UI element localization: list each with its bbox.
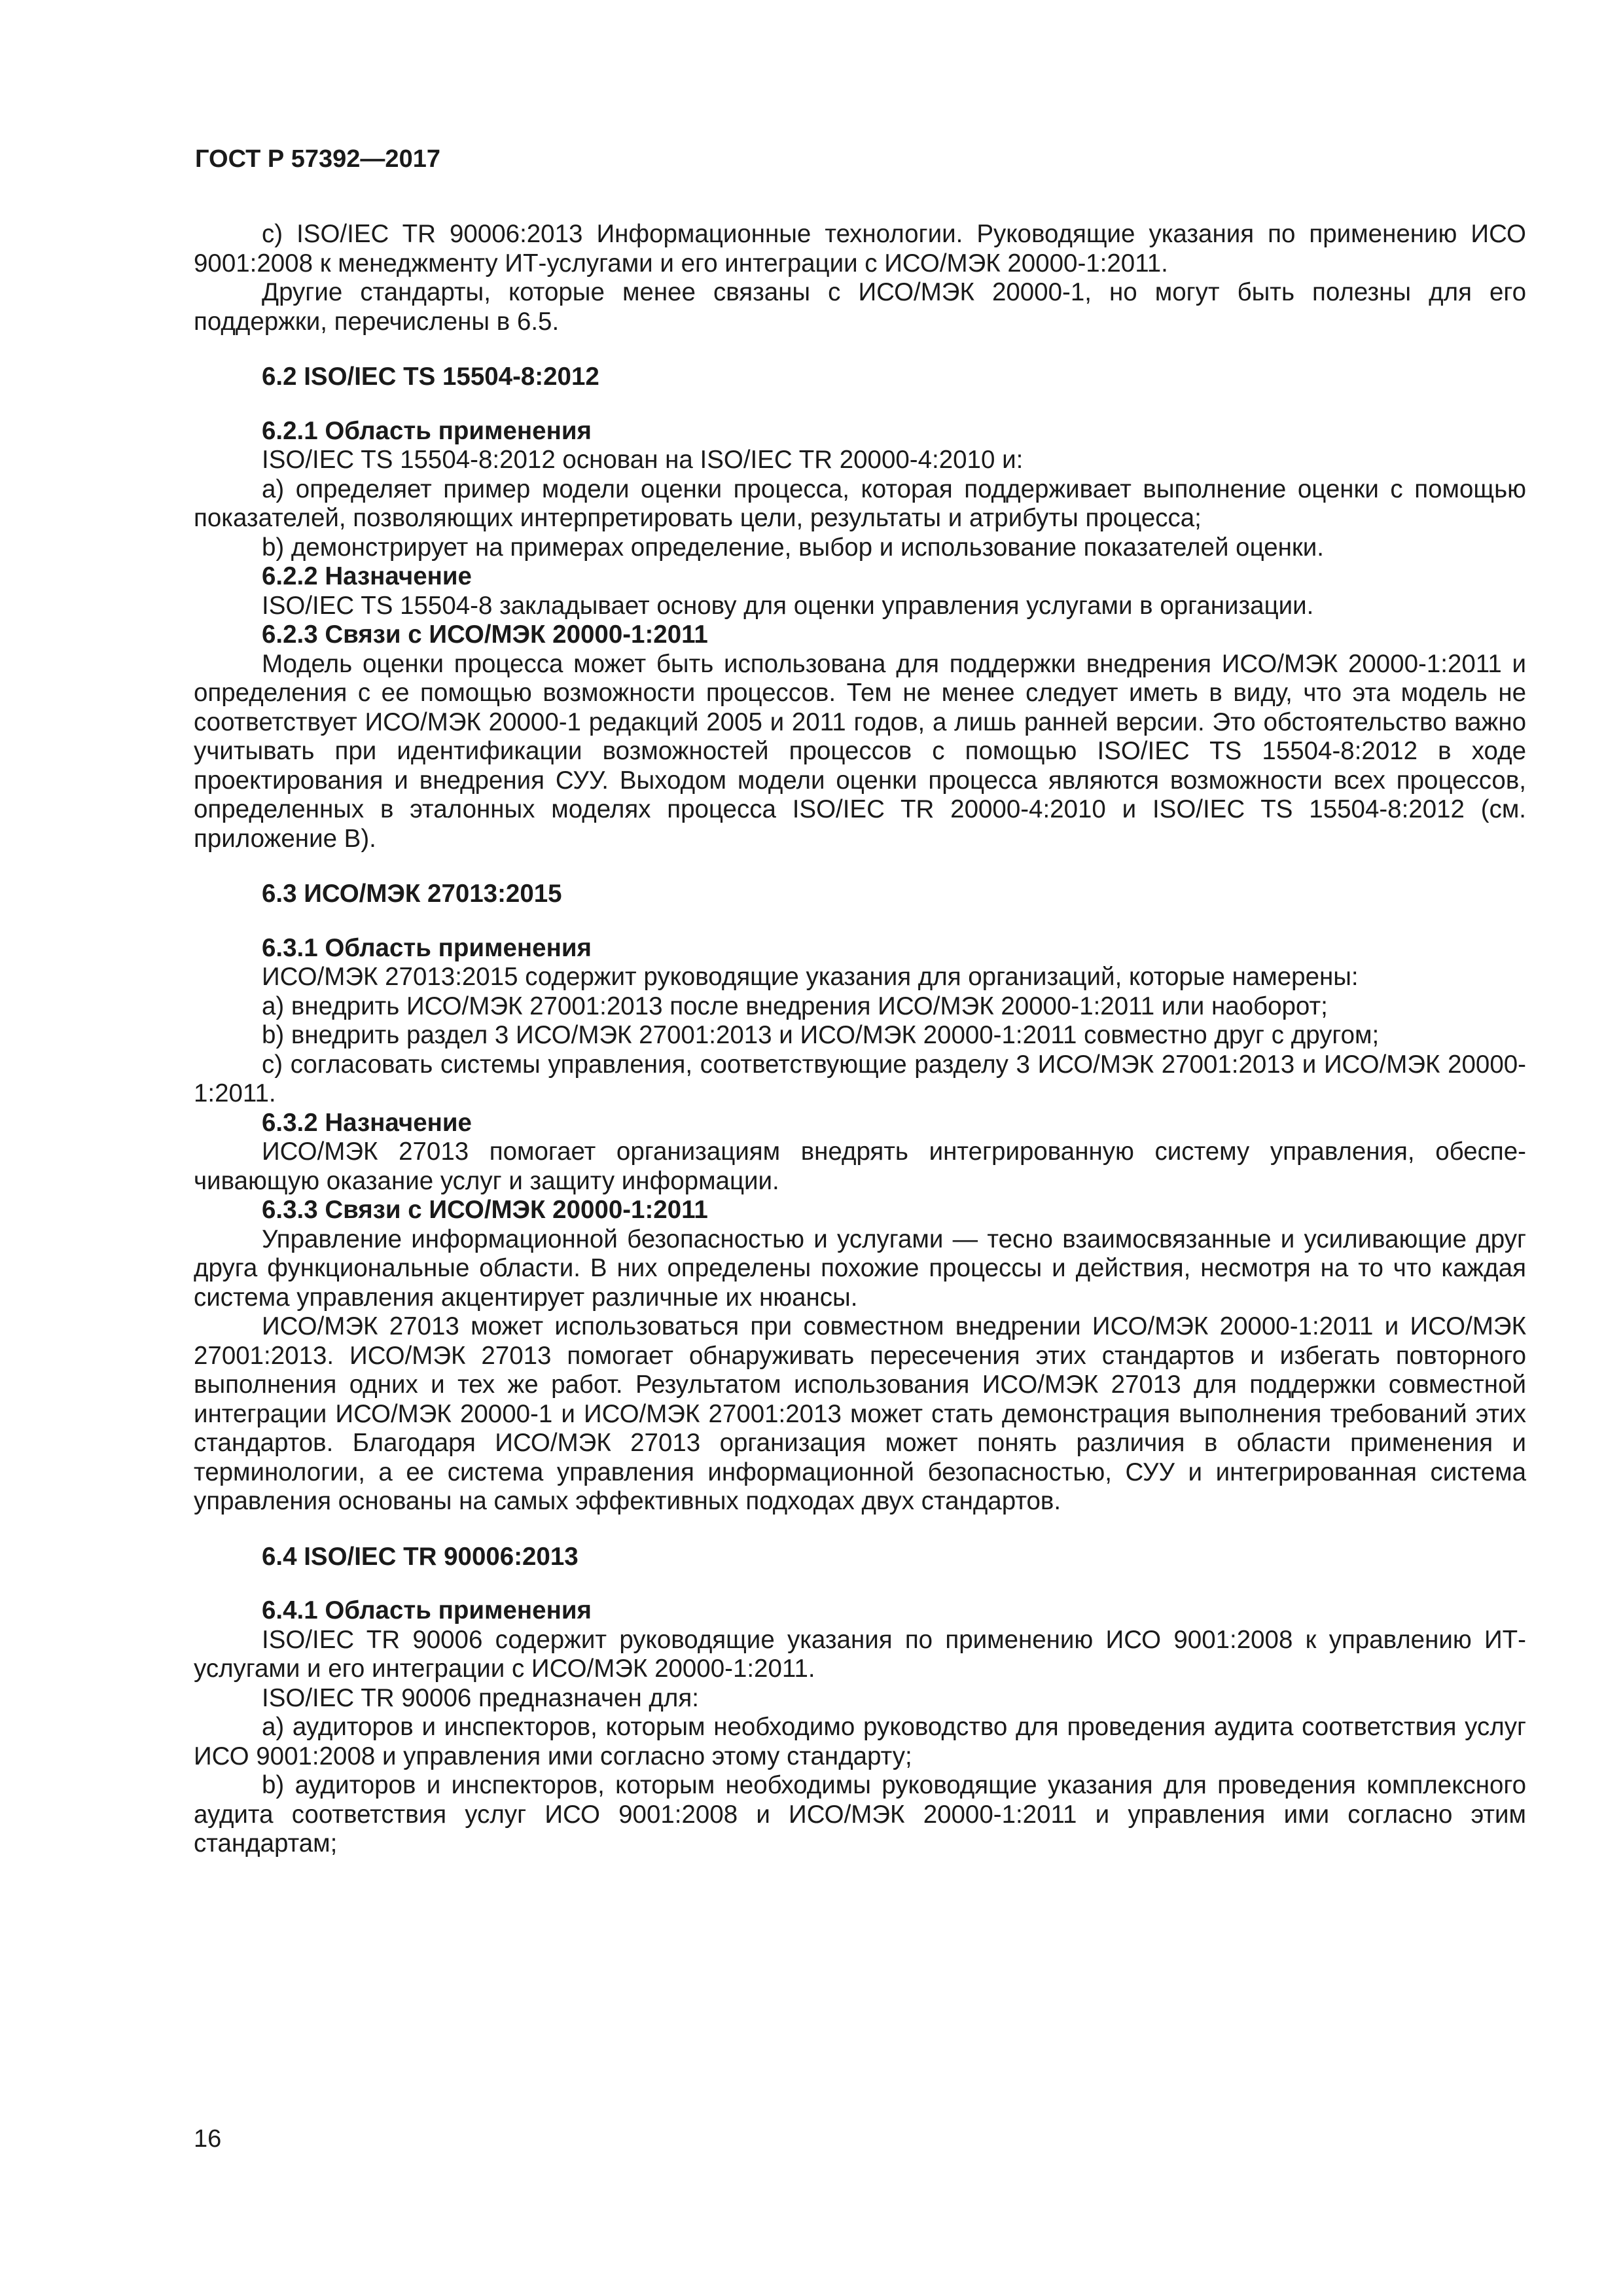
list-item-b: b) аудиторов и инспекторов, которым необходимы руководящие указания для проведения комплексного аудита соответствия услуг ИСО 9001:2008 и ИСО/МЭК 20000-1:2011 и управления ими согласно этим стандартам; (194, 1771, 1526, 1857)
section-6-2-1-heading: 6.2.1 Область применения (262, 416, 592, 445)
paragraph: ISO/IEC TR 90006 предназначен для: (262, 1683, 699, 1712)
intro-paragraph-other: Другие стандарты, которые менее связаны с ИСО/МЭК 20000-1, но могут быть полезны для его поддержки, перечислены в 6.5. (194, 278, 1526, 336)
section-6-4-1-heading: 6.4.1 Область применения (262, 1596, 592, 1624)
list-item-b: b) внедрить раздел 3 ИСО/МЭК 27001:2013 и ИСО/МЭК 20000-1:2011 совместно друг с другом; (262, 1021, 1380, 1049)
list-item-a: a) внедрить ИСО/МЭК 27001:2013 после внедрения ИСО/МЭК 20000-1:2011 или наоборот; (262, 992, 1328, 1020)
paragraph: Управление информационной безопасностью и услугами — тесно взаимосвязанные и усиливающие друг друга функциональные области. В них определены похожие процессы и действия, несмотря на то что каждая система управления акцентирует различные их нюансы. (194, 1225, 1526, 1312)
list-item-a: a) аудиторов и инспекторов, которым необходимо руководство для проведения аудита соответствия услуг ИСО 9001:2008 и управления ими согласно этому стандарту; (194, 1713, 1526, 1770)
list-item-a: a) определяет пример модели оценки процесса, которая поддерживает выполнение оценки с помощью показателей, позволяющих интерпретировать цели, результаты и атрибуты процесса; (194, 475, 1526, 532)
document-header: ГОСТ Р 57392—2017 (195, 145, 440, 173)
document-body (194, 220, 1526, 1859)
paragraph: ИСО/МЭК 27013 помогает организациям внедрять интегрированную систему управления, обеспечивающую оказание услуг и защиту информации. (194, 1138, 1526, 1195)
section-6-3-heading: 6.3 ИСО/МЭК 27013:2015 (262, 880, 562, 908)
page-number: 16 (194, 2125, 222, 2153)
section-6-2-3-heading: 6.2.3 Связи с ИСО/МЭК 20000-1:2011 (262, 620, 708, 649)
section-6-4-heading: 6.4 ISO/IEC TR 90006:2013 (262, 1542, 579, 1571)
list-item-b: b) демонстрирует на примерах определение, выбор и использование показателей оценки. (262, 533, 1324, 562)
paragraph: ИСО/МЭК 27013:2015 содержит руководящие указания для организаций, которые намерены: (262, 963, 1359, 991)
intro-paragraph-c: с) ISO/IEC TR 90006:2013 Информационные технологии. Руководящие указания по применению ИСО 9001:2008 к менеджменту ИТ-услугами и его интеграции с ИСО/МЭК 20000-1:2011. (194, 220, 1526, 278)
paragraph: Модель оценки процесса может быть использована для поддержки внедрения ИСО/МЭК 20000-1:2011 и определения с ее помощью возможности процессов. Тем не менее следует иметь в виду, что эта модель не соответствует ИСО/МЭК 20000-1 редакций 2005 и 2011 годов, а лишь ранней версии. Это обстоятельство важно учитывать при идентификации возможностей процессов с помощью ISO/IEC TS 15504-8:2012 в ходе проектирования и внедрения СУУ. Выходом модели оценки процесса являются возможности всех процессов, определенных в эталонных моделях процесса ISO/IEC TR 20000-4:2010 и ISO/IEC TS 15504-8:2012 (см. приложение В). (194, 649, 1526, 853)
section-6-3-1-heading: 6.3.1 Область применения (262, 933, 592, 962)
section-6-3-2-heading: 6.3.2 Назначение (262, 1108, 472, 1137)
list-item-c: c) согласовать системы управления, соответствующие разделу 3 ИСО/МЭК 27001:2013 и ИСО/МЭК 20000-1:2011. (194, 1050, 1526, 1107)
paragraph: ISO/IEC TS 15504-8 закладывает основу для оценки управления услугами в организации. (262, 591, 1314, 620)
paragraph: ISO/IEC TR 90006 содержит руководящие указания по применению ИСО 9001:2008 к управлению ИТ-услугами и его интеграции с ИСО/МЭК 20000-1:2011. (194, 1625, 1526, 1683)
section-6-2-2-heading: 6.2.2 Назначение (262, 562, 472, 590)
section-6-2-heading: 6.2 ISO/IEC TS 15504-8:2012 (262, 363, 599, 391)
paragraph: ISO/IEC TS 15504-8:2012 основан на ISO/IEC TR 20000-4:2010 и: (262, 446, 1024, 474)
section-6-3-3-heading: 6.3.3 Связи с ИСО/МЭК 20000-1:2011 (262, 1196, 708, 1224)
paragraph: ИСО/МЭК 27013 может использоваться при совместном внедрении ИСО/МЭК 20000-1:2011 и ИСО/МЭК 27001:2013. ИСО/МЭК 27013 помогает обнаруживать пересечения этих стандартов и избегать повторного выполнения одних и тех же работ. Результатом использования ИСО/МЭК 27013 для поддержки совместной интеграции ИСО/МЭК 20000-1 и ИСО/МЭК 27001:2013 может стать демонстрация выполнения требований этих стандартов. Благодаря ИСО/МЭК 27013 организация может понять различия в области применения и терминологии, а ее система управления информационной безопасностью, СУУ и интегрированная система управления основаны на самых эффективных подходах двух стандартов. (194, 1312, 1526, 1515)
